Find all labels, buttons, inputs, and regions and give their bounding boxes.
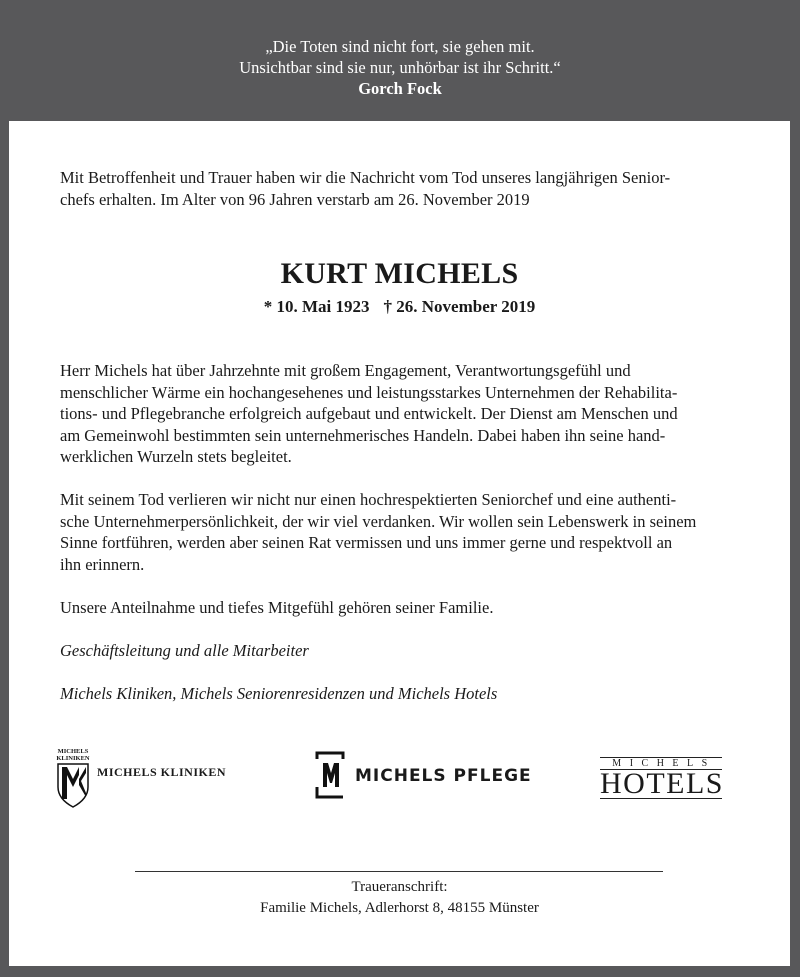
quote-author: Gorch Fock (358, 79, 442, 98)
para1-line: am Gemeinwohl bestimmten sein unternehmerisches Handeln. Dabei haben ihn seine hand- (60, 425, 666, 445)
quote-line-1: „Die Toten sind nicht fort, sie gehen mit. (265, 37, 535, 56)
intro-line-1: Mit Betroffenheit und Trauer haben wir die Nachricht vom Tod unseres langjährigen Senior- (60, 168, 671, 187)
death-date: † 26. November 2019 (383, 297, 536, 316)
para2-line: Mit seinem Tod verlieren wir nicht nur einen hochrespektierten Seniorchef und eine authenti- (60, 490, 677, 509)
paragraph-1 (60, 360, 750, 468)
shield-mk-icon (55, 749, 91, 809)
signature-companies: Michels Kliniken, Michels Seniorenresidenzen und Michels Hotels (60, 683, 498, 703)
address-heading: Traueranschrift: (351, 879, 448, 895)
signature-management: Geschäftsleitung und alle Mitarbeiter (60, 640, 309, 660)
kliniken-small-line-1: MICHELS (57, 748, 89, 755)
divider-line (135, 871, 663, 872)
para1-line: Herr Michels hat über Jahrzehnte mit großem Engagement, Verantwortungsgefühl und (60, 361, 631, 380)
life-dates (9, 297, 790, 317)
m-bracket-icon (311, 749, 351, 801)
paragraph-3: Unsere Anteilnahme und tiefes Mitgefühl gehören seiner Familie. (60, 597, 494, 617)
michels-hotels-logo (600, 757, 722, 799)
hotels-logo-big: HOTELS (600, 767, 724, 800)
birth-date: * 10. Mai 1923 (263, 297, 370, 316)
para2-line: sche Unternehmerpersönlichkeit, der wir viel verdanken. Wir wollen sein Lebenswerk in seinem (60, 511, 697, 531)
para1-line: tions- und Pflegebranche erfolgreich aufgebaut und entwickelt. Der Dienst am Menschen und (60, 404, 678, 423)
address-line: Familie Michels, Adlerhorst 8, 48155 Münster (260, 900, 539, 916)
para2-line: ihn erinnern. (60, 554, 145, 574)
kliniken-logo-label: MICHELS KLINIKEN (97, 765, 227, 779)
para1-line: werklichen Wurzeln stets begleitet. (60, 447, 292, 466)
kliniken-small-line-2: KLINIKEN (56, 754, 90, 762)
para1-line: menschlicher Wärme ein hochangesehenes und leistungsstarkes Unternehmen der Rehabilita- (60, 382, 678, 402)
hotels-logo-top: MICHELS (600, 757, 722, 770)
mourning-address (9, 877, 790, 919)
pflege-logo-label: MICHELS PFLEGE (355, 766, 532, 786)
para2-line: Sinne fortführen, werden aber seinen Rat vermissen und uns immer gerne und respektvoll an (60, 533, 673, 552)
quote-line-2: Unsichtbar sind sie nur, unhörbar ist ihr Schritt.“ (239, 58, 561, 77)
deceased-name: KURT MICHELS (280, 257, 519, 290)
intro-line-2: chefs erhalten. Im Alter von 96 Jahren verstarb am 26. November 2019 (60, 189, 530, 209)
intro-text (60, 167, 740, 210)
quote-block (0, 36, 800, 99)
company-logos (9, 749, 790, 809)
obituary-body (60, 360, 750, 704)
paragraph-2 (60, 489, 750, 575)
obituary-card (9, 121, 790, 966)
